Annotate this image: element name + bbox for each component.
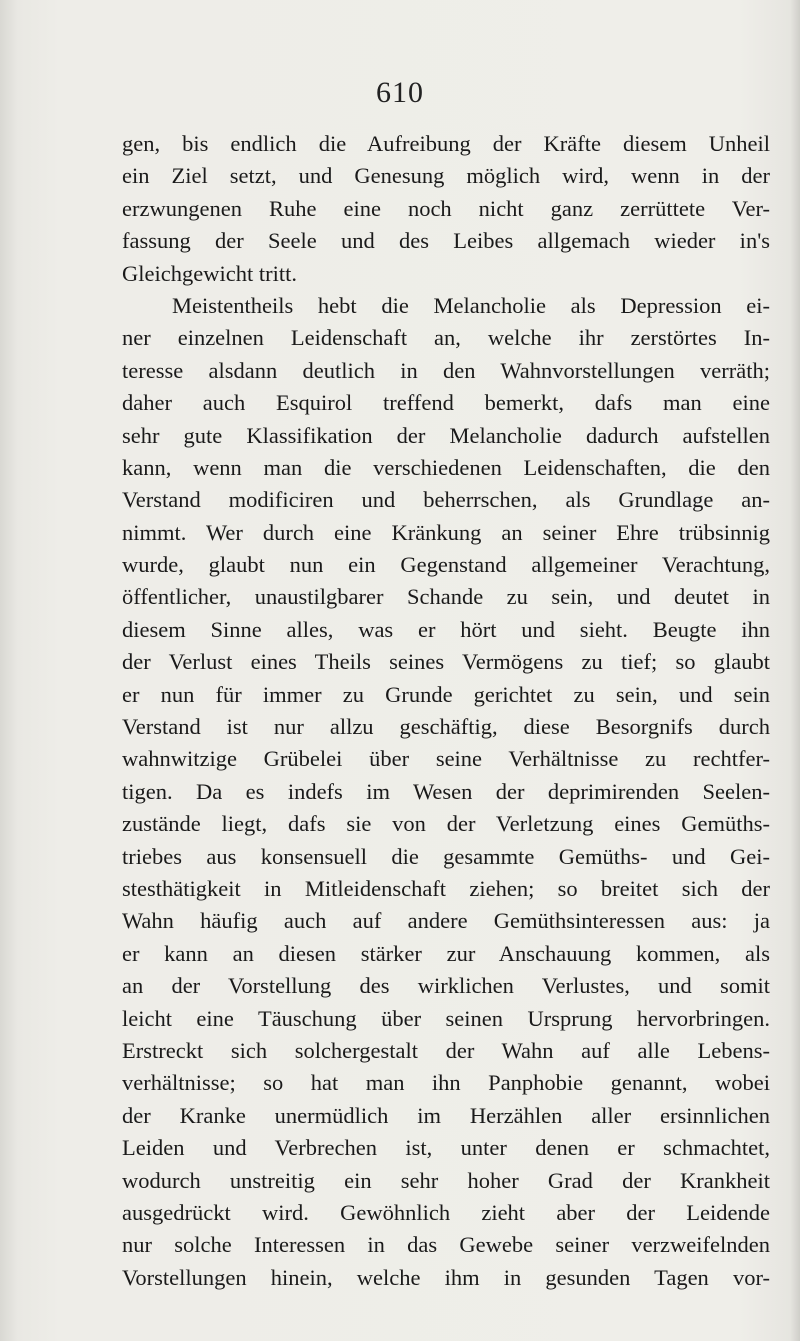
paragraph-start-line: Meistentheils hebt die Melancholie als Depression ei- xyxy=(172,292,770,318)
body-text xyxy=(122,128,770,1294)
text-line: öffentlicher, unaustilgbarer Schande zu sein, und deutet in xyxy=(122,584,770,610)
text-line: triebes aus konsensuell die gesammte Gemüths- und Gei- xyxy=(122,843,770,869)
text-line: Verstand ist nur allzu geschäftig, diese Besorgnifs durch xyxy=(122,714,770,740)
text-line: Vorstellungen hinein, welche ihm in gesunden Tagen vor- xyxy=(122,1264,770,1290)
text-line: diesem Sinne alles, was er hört und sieht. Beugte ihn xyxy=(122,616,770,642)
text-line: zustände liegt, dafs sie von der Verletzung eines Gemüths- xyxy=(122,811,770,837)
text-line: nur solche Interessen in das Gewebe seiner verzweifelnden xyxy=(122,1232,770,1258)
text-line: er kann an diesen stärker zur Anschauung kommen, als xyxy=(122,940,770,966)
text-line: erzwungenen Ruhe eine noch nicht ganz zerrüttete Ver- xyxy=(122,195,770,221)
text-line: sehr gute Klassifikation der Melancholie dadurch aufstellen xyxy=(122,422,770,448)
text-line: an der Vorstellung des wirklichen Verlustes, und somit xyxy=(122,973,770,999)
text-line: Leiden und Verbrechen ist, unter denen er schmachtet, xyxy=(122,1135,770,1161)
text-line: der Kranke unermüdlich im Herzählen aller ersinnlichen xyxy=(122,1102,770,1128)
text-line: kann, wenn man die verschiedenen Leidenschaften, die den xyxy=(122,454,770,480)
text-line: fassung der Seele und des Leibes allgemach wieder in's xyxy=(122,228,770,254)
text-line: wurde, glaubt nun ein Gegenstand allgemeiner Verachtung, xyxy=(122,552,770,578)
text-line: teresse alsdann deutlich in den Wahnvorstellungen verräth; xyxy=(122,357,770,383)
text-line: nimmt. Wer durch eine Kränkung an seiner Ehre trübsinnig xyxy=(122,519,770,545)
text-line: stesthätigkeit in Mitleidenschaft ziehen; so breitet sich der xyxy=(122,875,770,901)
text-line: verhältnisse; so hat man ihn Panphobie genannt, wobei xyxy=(122,1070,770,1096)
text-line: wodurch unstreitig ein sehr hoher Grad der Krankheit xyxy=(122,1167,770,1193)
text-line: leicht eine Täuschung über seinen Ursprung hervorbringen. xyxy=(122,1005,770,1031)
text-line: gen, bis endlich die Aufreibung der Kräfte diesem Unheil xyxy=(122,131,770,156)
text-line: daher auch Esquirol treffend bemerkt, dafs man eine xyxy=(122,390,770,416)
text-line: tigen. Da es indefs im Wesen der deprimirenden Seelen- xyxy=(122,778,770,804)
text-line: Wahn häufig auch auf andere Gemüthsinteressen aus: ja xyxy=(122,908,770,934)
text-line: wahnwitzige Grübelei über seine Verhältnisse zu rechtfer- xyxy=(122,746,770,772)
text-line: ausgedrückt wird. Gewöhnlich zieht aber der Leidende xyxy=(122,1199,770,1225)
text-line: ner einzelnen Leidenschaft an, welche ihr zerstörtes In- xyxy=(122,325,770,351)
text-line: Gleichgewicht tritt. xyxy=(122,260,297,286)
text-line: Erstreckt sich solchergestalt der Wahn auf alle Lebens- xyxy=(122,1037,770,1063)
text-line: der Verlust eines Theils seines Vermögens zu tief; so glaubt xyxy=(122,649,770,675)
text-line: er nun für immer zu Grunde gerichtet zu sein, und sein xyxy=(122,681,770,707)
page-number: 610 xyxy=(376,76,424,109)
text-line: Verstand modificiren und beherrschen, als Grundlage an- xyxy=(122,487,770,513)
text-line: ein Ziel setzt, und Genesung möglich wird, wenn in der xyxy=(122,163,770,189)
